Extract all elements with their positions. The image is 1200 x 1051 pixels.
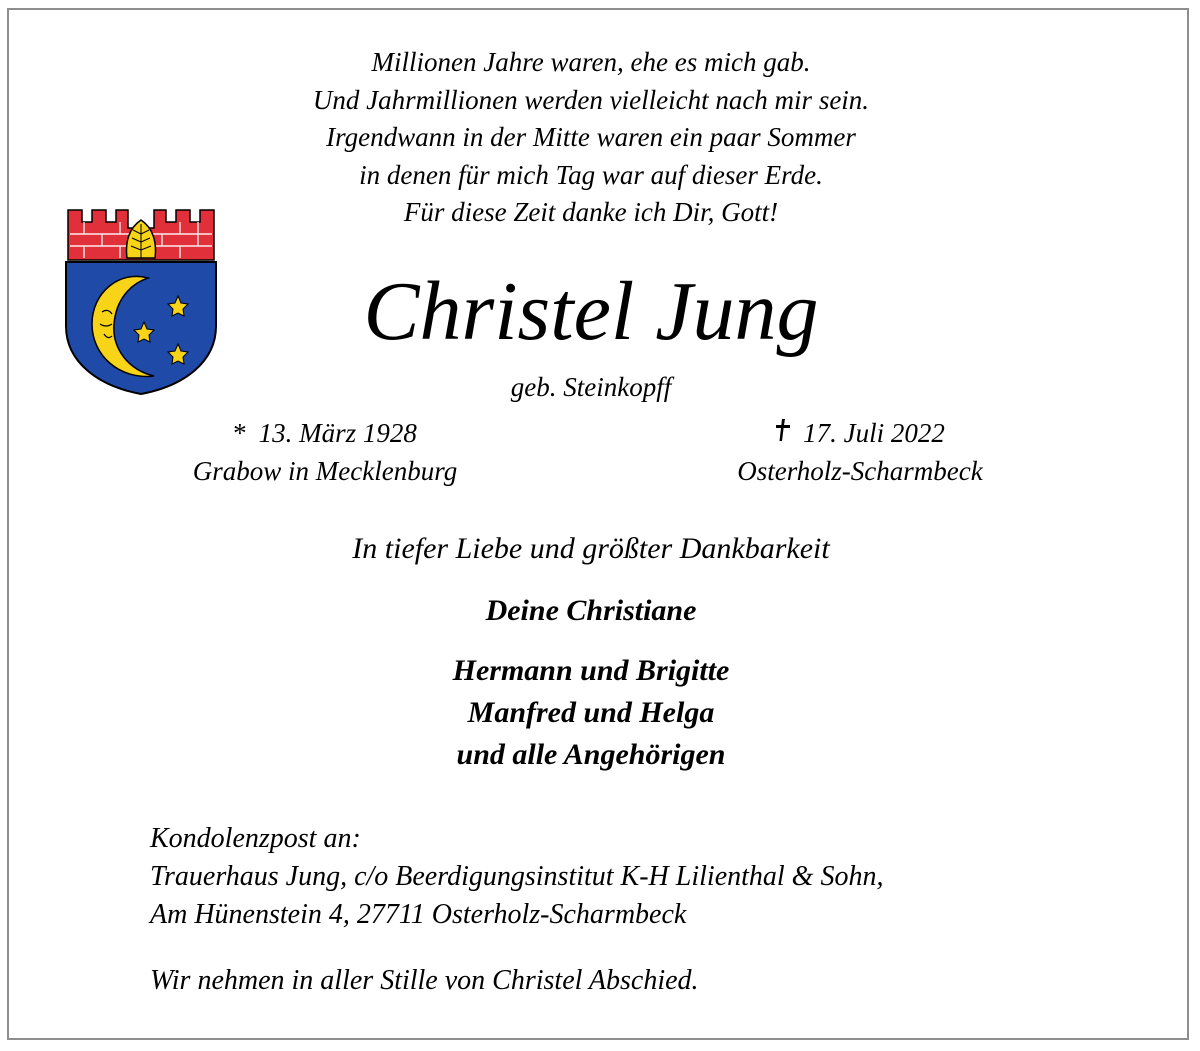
poem-line: Und Jahrmillionen werden vielleicht nach mir sein. xyxy=(312,84,870,115)
contact-heading: Kondolenzpost an: xyxy=(150,823,361,854)
death-info xyxy=(690,414,1030,490)
birth-place: Grabow in Mecklenburg xyxy=(192,456,458,486)
birth-date: 13. März 1928 xyxy=(258,418,417,448)
family-line: Manfred und Helga xyxy=(467,696,715,729)
contact-line: Am Hünenstein 4, 27711 Osterholz-Scharmbeck xyxy=(150,899,687,930)
contact-line: Trauerhaus Jung, c/o Beerdigungsinstitut K-H Lilienthal & Sohn, xyxy=(150,861,884,892)
death-place: Osterholz-Scharmbeck xyxy=(737,456,983,486)
poem-line: in denen für mich Tag war auf dieser Erde. xyxy=(359,159,823,190)
cross-icon xyxy=(775,418,791,442)
birth-symbol: * xyxy=(233,418,247,448)
dedication: In tiefer Liebe und größter Dankbarkeit xyxy=(352,532,830,565)
poem-line: Millionen Jahre waren, ehe es mich gab. xyxy=(371,47,811,77)
family-signatures xyxy=(0,590,1182,776)
poem-line: Für diese Zeit danke ich Dir, Gott! xyxy=(403,197,779,227)
closing-text: Wir nehmen in aller Stille von Christel Abschied. xyxy=(150,965,699,996)
family-line: und alle Angehörigen xyxy=(456,738,726,771)
family-first: Deine Christiane xyxy=(485,594,697,627)
deceased-name: Christel Jung xyxy=(363,265,819,358)
poem-line: Irgendwann in der Mitte waren ein paar Sommer xyxy=(326,122,856,152)
condolence-address xyxy=(150,820,1110,934)
death-date: 17. Juli 2022 xyxy=(803,418,945,448)
birth-info xyxy=(150,414,500,490)
maiden-name: geb. Steinkopff xyxy=(510,372,672,402)
family-line: Hermann und Brigitte xyxy=(452,654,730,687)
